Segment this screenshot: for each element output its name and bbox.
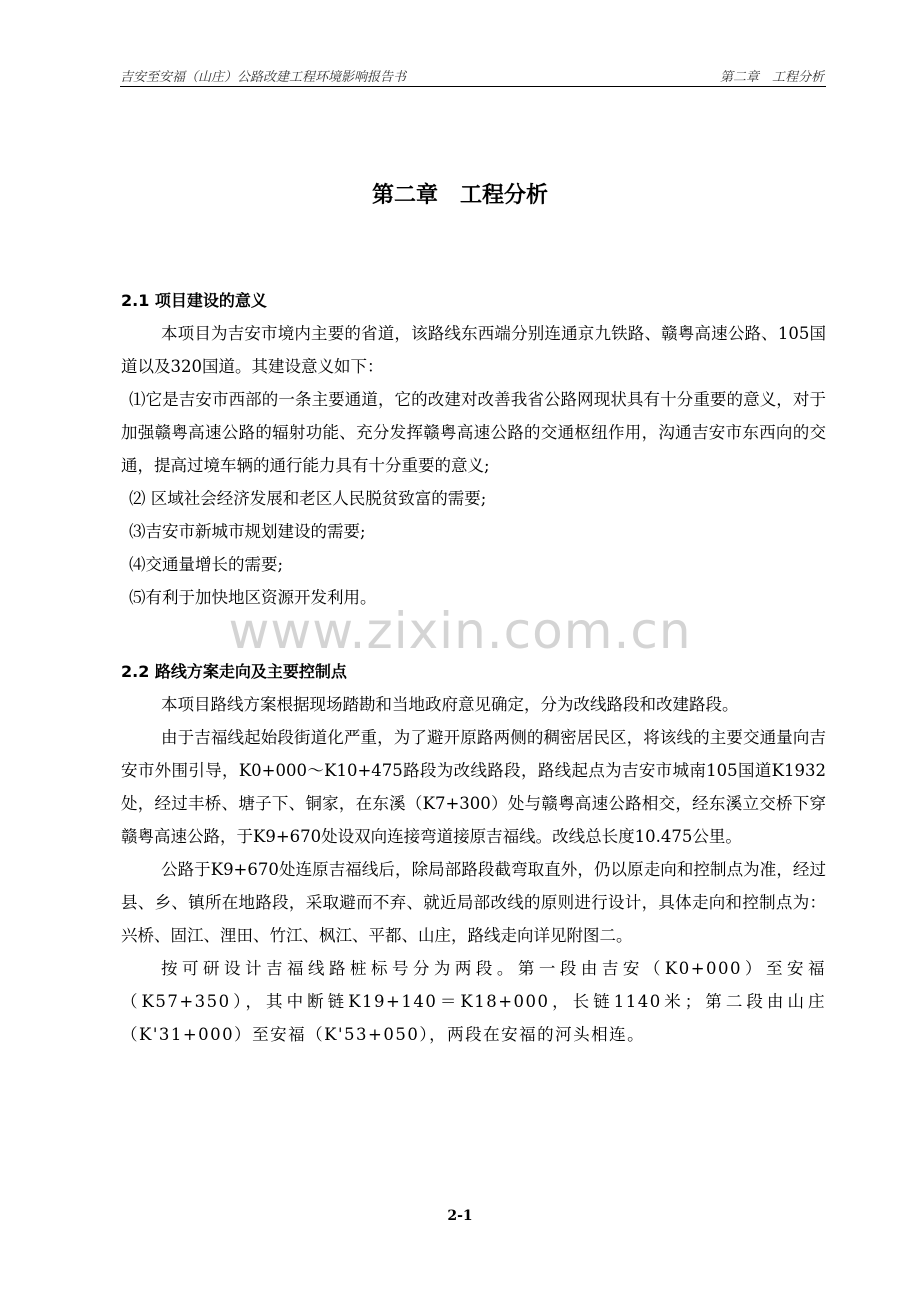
paragraph: 公路于K9+670处连原吉福线后，除局部路段截弯取直外，仍以原走向和控制点为准，经过县、乡、镇所在地路段，采取避而不弃、就近局部改线的原则进行设计，具体走向和控制点为：兴桥、固江、浬田、竹江、枫江、平都、山庄，路线走向详见附图二。 bbox=[121, 860, 826, 945]
paragraph: 本项目路线方案根据现场踏勘和当地政府意见确定，分为改线路段和改建路段。 bbox=[161, 695, 739, 714]
list-item: ⑴它是吉安市西部的一条主要通道，它的改建对改善我省公路网现状具有十分重要的意义，对于加强赣粤高速公路的辐射功能、充分发挥赣粤高速公路的交通枢纽作用，沟通吉安市东西向的交通，提高过境车辆的通行能力具有十分重要的意义; bbox=[121, 390, 826, 475]
list-item: ⑸有利于加快地区资源开发利用。 bbox=[129, 588, 377, 607]
paragraph: 按可研设计吉福线路桩标号分为两段。第一段由吉安（K0+000）至安福（K57+350），其中断链K19+140＝K18+000，长链1140米；第二段由山庄（K'31+000）至安福（K'53+050），两段在安福的河头相连。 bbox=[121, 959, 826, 1044]
header-chapter-title: 第二章 工程分析 bbox=[719, 70, 824, 85]
header-document-title: 吉安至安福（山庄）公路改建工程环境影响报告书 bbox=[120, 70, 407, 85]
section-heading-2-2: 2.2 路线方案走向及主要控制点 bbox=[121, 662, 347, 681]
list-item: ⑶吉安市新城市规划建设的需要; bbox=[129, 522, 366, 541]
page-number: 2-1 bbox=[447, 1208, 473, 1224]
running-header bbox=[120, 64, 826, 87]
section-heading-2-1: 2.1 项目建设的意义 bbox=[121, 291, 267, 310]
paragraph: 由于吉福线起始段街道化严重，为了避开原路两侧的稠密居民区，将该线的主要交通量向吉安市外围引导，K0+000～K10+475路段为改线路段，路线起点为吉安市城南105国道K1932处，经过丰桥、塘子下、铜家，在东溪（K7+300）处与赣粤高速公路相交，经东溪立交桥下穿赣粤高速公路，于K9+670处设双向连接弯道接原吉福线。改线总长度10.475公里。 bbox=[121, 728, 826, 846]
paragraph: 本项目为吉安市境内主要的省道，该路线东西端分别连通京九铁路、赣粤高速公路、105国道以及320国道。其建设意义如下： bbox=[121, 324, 826, 376]
list-item: ⑷交通量增长的需要; bbox=[129, 555, 284, 574]
watermark-text: www.zixin.com.cn bbox=[228, 602, 692, 660]
document-body bbox=[121, 284, 826, 1051]
list-item: ⑵ 区域社会经济发展和老区人民脱贫致富的需要; bbox=[129, 489, 487, 508]
chapter-title: 第二章 工程分析 bbox=[371, 183, 548, 208]
